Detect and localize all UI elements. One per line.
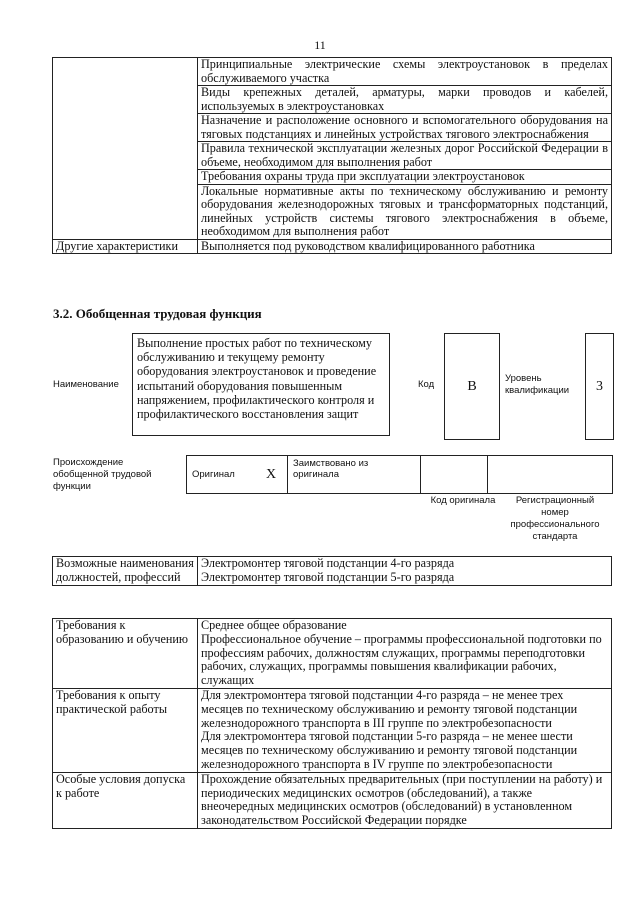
level-value: 3 xyxy=(585,333,614,440)
job-title: Электромонтер тяговой подстанции 4-го разряда xyxy=(201,556,455,570)
knowledge-item: Локальные нормативные акты по техническому обслуживанию и ремонту оборудования железнодорожных тяговых и трансформаторных подстанций, линейных устройств системы тягового электроснабжения в объеме, необходимом для выполнения работ xyxy=(198,184,612,239)
original-label: Оригинал xyxy=(187,456,256,494)
table-row xyxy=(53,772,612,828)
table-row xyxy=(53,58,612,86)
knowledge-item: Правила технической эксплуатации железных дорог Российской Федерации в объеме, необходимом для выполнения работ xyxy=(198,142,612,170)
level-label: Уровень квалификации xyxy=(505,373,570,396)
table-row xyxy=(53,557,612,586)
education-values xyxy=(198,619,612,689)
job-title: Электромонтер тяговой подстанции 5-го разряда xyxy=(201,569,455,584)
section-heading: 3.2. Обобщенная трудовая функция xyxy=(53,306,262,321)
job-titles-table xyxy=(52,556,612,586)
code-label: Код xyxy=(418,379,435,390)
other-characteristics-label: Другие характеристики xyxy=(53,239,198,254)
registration-caption: Регистрационный номер профессионального стандарта xyxy=(510,495,600,542)
code-value: B xyxy=(444,333,500,440)
requirements-table xyxy=(52,618,612,829)
experience-line: Для электромонтера тяговой подстанции 5-го разряда – не менее шести месяцев по техническому обслуживанию и ремонту тяговой подстанции железнодорожного транспорта в IV группе по электробезопасности xyxy=(201,729,578,771)
function-name-box: Выполнение простых работ по техническому обслуживанию и текущему ремонту оборудования электроустановок и проведение испытаний оборудования повышенным напряжением, профилактического контроля и профилактического восстановления защит xyxy=(132,333,390,436)
knowledge-item: Назначение и расположение основного и вспомогательного оборудования на тяговых подстанциях и линейных устройствах тягового электроснабжения xyxy=(198,114,612,142)
education-label: Требования к образованию и обучению xyxy=(53,619,198,689)
job-titles-values xyxy=(198,557,612,586)
borrowed-label: Заимствовано из оригинала xyxy=(288,456,421,494)
name-label: Наименование xyxy=(53,379,119,390)
knowledge-table xyxy=(52,57,612,254)
admission-values xyxy=(198,772,612,828)
table-row xyxy=(53,688,612,772)
knowledge-item: Виды крепежных деталей, арматуры, марки проводов и кабелей, используемых в электроустановках xyxy=(198,86,612,114)
original-code-cell xyxy=(421,456,488,494)
knowledge-item: Требования охраны труда при эксплуатации электроустановок xyxy=(198,170,612,185)
experience-values xyxy=(198,688,612,772)
education-line: Среднее общее образование xyxy=(201,618,347,632)
registration-number-cell xyxy=(488,456,613,494)
table-row xyxy=(53,239,612,254)
page-number: 11 xyxy=(314,38,326,52)
table-row xyxy=(187,456,613,494)
job-titles-label: Возможные наименования должностей, профессий xyxy=(53,557,198,586)
admission-label: Особые условия допуска к работе xyxy=(53,772,198,828)
knowledge-item: Принципиальные электрические схемы электроустановок в пределах обслуживаемого участка xyxy=(198,58,612,86)
code-caption: Код оригинала xyxy=(430,495,496,506)
origin-table xyxy=(186,455,613,494)
knowledge-label-cell xyxy=(53,58,198,240)
table-row xyxy=(53,619,612,689)
experience-line: Для электромонтера тяговой подстанции 4-го разряда – не менее трех месяцев по техническому обслуживанию и ремонту тяговой подстанции железнодорожного транспорта в III группе по электробезопасности xyxy=(201,687,578,730)
admission-line: Прохождение обязательных предварительных (при поступлении на работу) и периодических медицинских осмотров (обследований), а также внеочередных медицинских осмотров (обследований) в установленном законодательством Российской Федерации порядке xyxy=(201,771,603,828)
education-line: Профессиональное обучение – программы профессиональной подготовки по профессиям рабочих, должностям служащих, программы переподготовки рабочих, служащих, программы повышения квалификации рабочих, служащих xyxy=(201,631,602,688)
other-characteristics-value: Выполняется под руководством квалифицированного работника xyxy=(198,239,612,254)
experience-label: Требования к опыту практической работы xyxy=(53,688,198,772)
original-mark: X xyxy=(255,456,288,494)
origin-label: Происхождение обобщенной трудовой функции xyxy=(53,457,152,492)
